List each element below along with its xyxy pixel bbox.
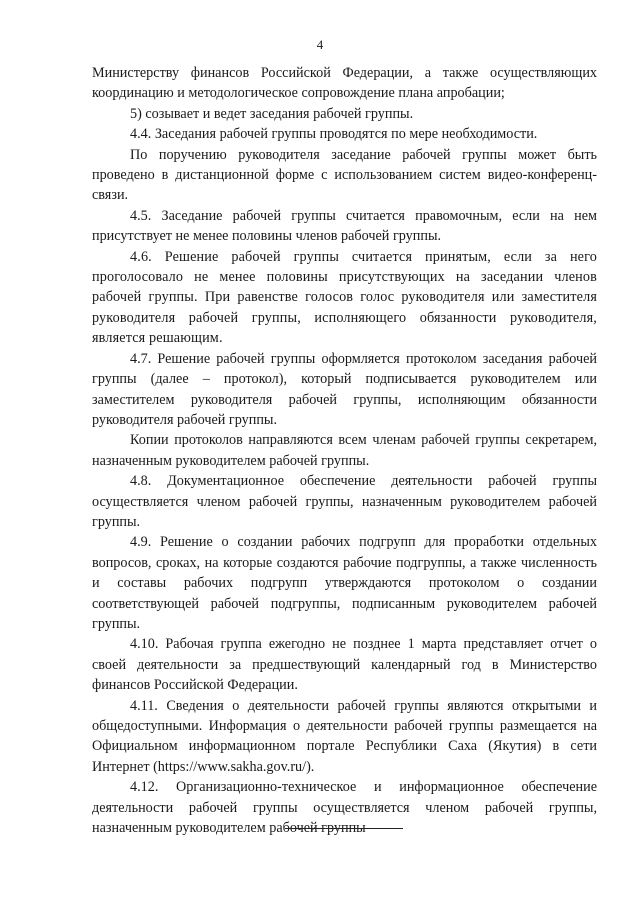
paragraph-continuation: Министерству финансов Российской Федерации, а также осуществляющих координацию и методологическое сопровождение плана апробации; [92, 65, 597, 102]
document-body [92, 63, 597, 838]
paragraph-4-8: 4.8. Документационное обеспечение деятельности рабочей группы осуществляется членом рабочей группы, назначенным руководителем рабочей группы. [92, 473, 597, 530]
end-divider-line [285, 828, 403, 829]
paragraph-4-6: 4.6. Решение рабочей группы считается принятым, если за него проголосовало не менее половины присутствующих на заседании членов рабочей группы. При равенстве голосов голос руководителя или заместителя руководителя рабочей группы, исполняющего обязанности руководителя, является решающим. [92, 248, 597, 347]
paragraph-4-7-copies: Копии протоколов направляются всем членам рабочей группы секретарем, назначенным руководителем рабочей группы. [92, 432, 597, 469]
paragraph-4-7: 4.7. Решение рабочей группы оформляется протоколом заседания рабочей группы (далее – протокол), который подписывается руководителем или заместителем руководителя рабочей группы, исполняющим обязанности руководителя рабочей группы. [92, 350, 597, 428]
paragraph-4-10: 4.10. Рабочая группа ежегодно не позднее 1 марта представляет отчет о своей деятельности за предшествующий календарный год в Министерство финансов Российской Федерации. [92, 636, 597, 694]
paragraph-4-4: 4.4. Заседания рабочей группы проводятся по мере необходимости. [130, 126, 538, 143]
paragraph-4-9: 4.9. Решение о создании рабочих подгрупп для проработки отдельных вопросов, сроках, на которые создаются рабочие подгруппы, а также численность и составы рабочих подгрупп утверждаются протоколом о создании соответствующей рабочей подгруппы, подписанным руководителем рабочей группы. [92, 534, 597, 632]
paragraph-4-4-remote-meeting: По поручению руководителя заседание рабочей группы может быть проведено в дистанционной форме с использованием систем видео-конференц-связи. [92, 146, 597, 204]
paragraph-4-11: 4.11. Сведения о деятельности рабочей группы являются открытыми и общедоступными. Информация о деятельности рабочей группы размещается на Официальном информационном портале Республики Саха (Якутия) в сети Интернет (https://www.sakha.gov.ru/). [92, 697, 597, 775]
page-number: 4 [316, 37, 324, 52]
paragraph-4-12: 4.12. Организационно-техническое и информационное обеспечение деятельности рабочей группы осуществляется членом рабочей группы, назначенным руководителем рабочей группы [92, 779, 597, 837]
paragraph-item-5: 5) созывает и ведет заседания рабочей группы. [130, 105, 414, 122]
paragraph-4-5: 4.5. Заседание рабочей группы считается правомочным, если на нем присутствует не менее половины членов рабочей группы. [92, 207, 597, 245]
